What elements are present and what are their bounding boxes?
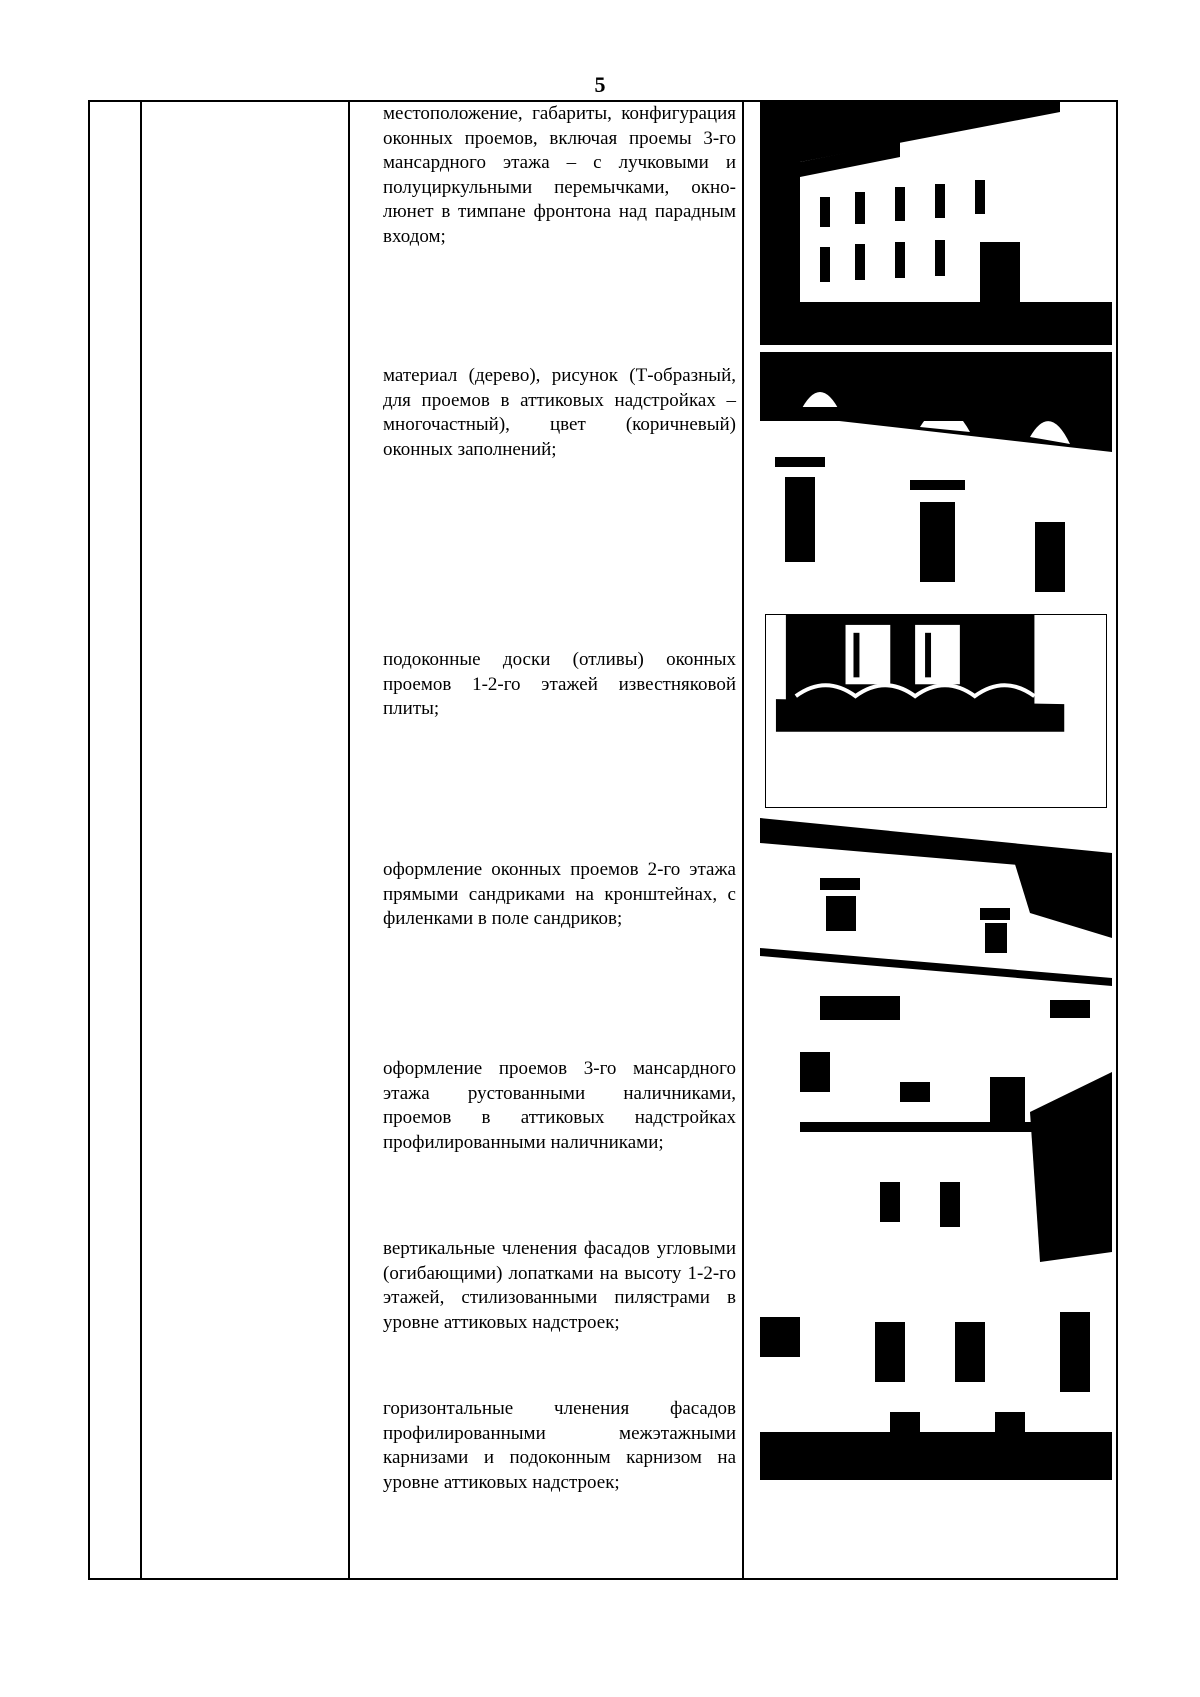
column-divider-3 bbox=[742, 102, 744, 1578]
paragraph-window-fillings: материал (дерево), рисунок (Т-образный, для проемов в аттиковых надстройках – многочастный), цвет (коричневый) оконных заполнений; bbox=[383, 365, 736, 460]
paragraph-window-sills: подоконные доски (отливы) оконных проемов 1-2-го этажей известняковой плиты; bbox=[383, 649, 736, 719]
column-divider-1 bbox=[140, 102, 142, 1578]
paragraph-sandriks: оформление оконных проемов 2-го этажа прямыми сандриками на кронштейнах, с филенками в поле сандриков; bbox=[383, 859, 736, 929]
paragraph-window-openings: местоположение, габариты, конфигурация оконных проемов, включая проемы 3-го мансардного этажа – с лучковыми и полуциркульными перемычками, окно-люнет в тимпане фронтона над парадным входом; bbox=[383, 103, 736, 247]
column-divider-2 bbox=[348, 102, 350, 1578]
paragraph-horizontal-divisions: горизонтальные членения фасадов профилированными межэтажными карнизами и подоконным карнизом на уровне аттиковых надстроек; bbox=[383, 1398, 736, 1493]
facade-photo-2 bbox=[760, 352, 1112, 604]
heritage-elements-table bbox=[88, 100, 1118, 1580]
page-number: 5 bbox=[594, 72, 606, 97]
facade-photo-1 bbox=[760, 102, 1112, 345]
paragraph-vertical-divisions: вертикальные членения фасадов угловыми (огибающими) лопатками на высоту 1-2-го этажей, стилизованными пилястрами в уровне аттиковых надстроек; bbox=[383, 1238, 736, 1333]
facade-photo-5 bbox=[760, 1052, 1112, 1480]
facade-photo-3 bbox=[765, 614, 1107, 808]
paragraph-nalichniki: оформление проемов 3-го мансардного этажа рустованными наличниками, проемов в аттиковых надстройках профилированными наличниками; bbox=[383, 1058, 736, 1153]
facade-photo-4 bbox=[760, 818, 1112, 1030]
